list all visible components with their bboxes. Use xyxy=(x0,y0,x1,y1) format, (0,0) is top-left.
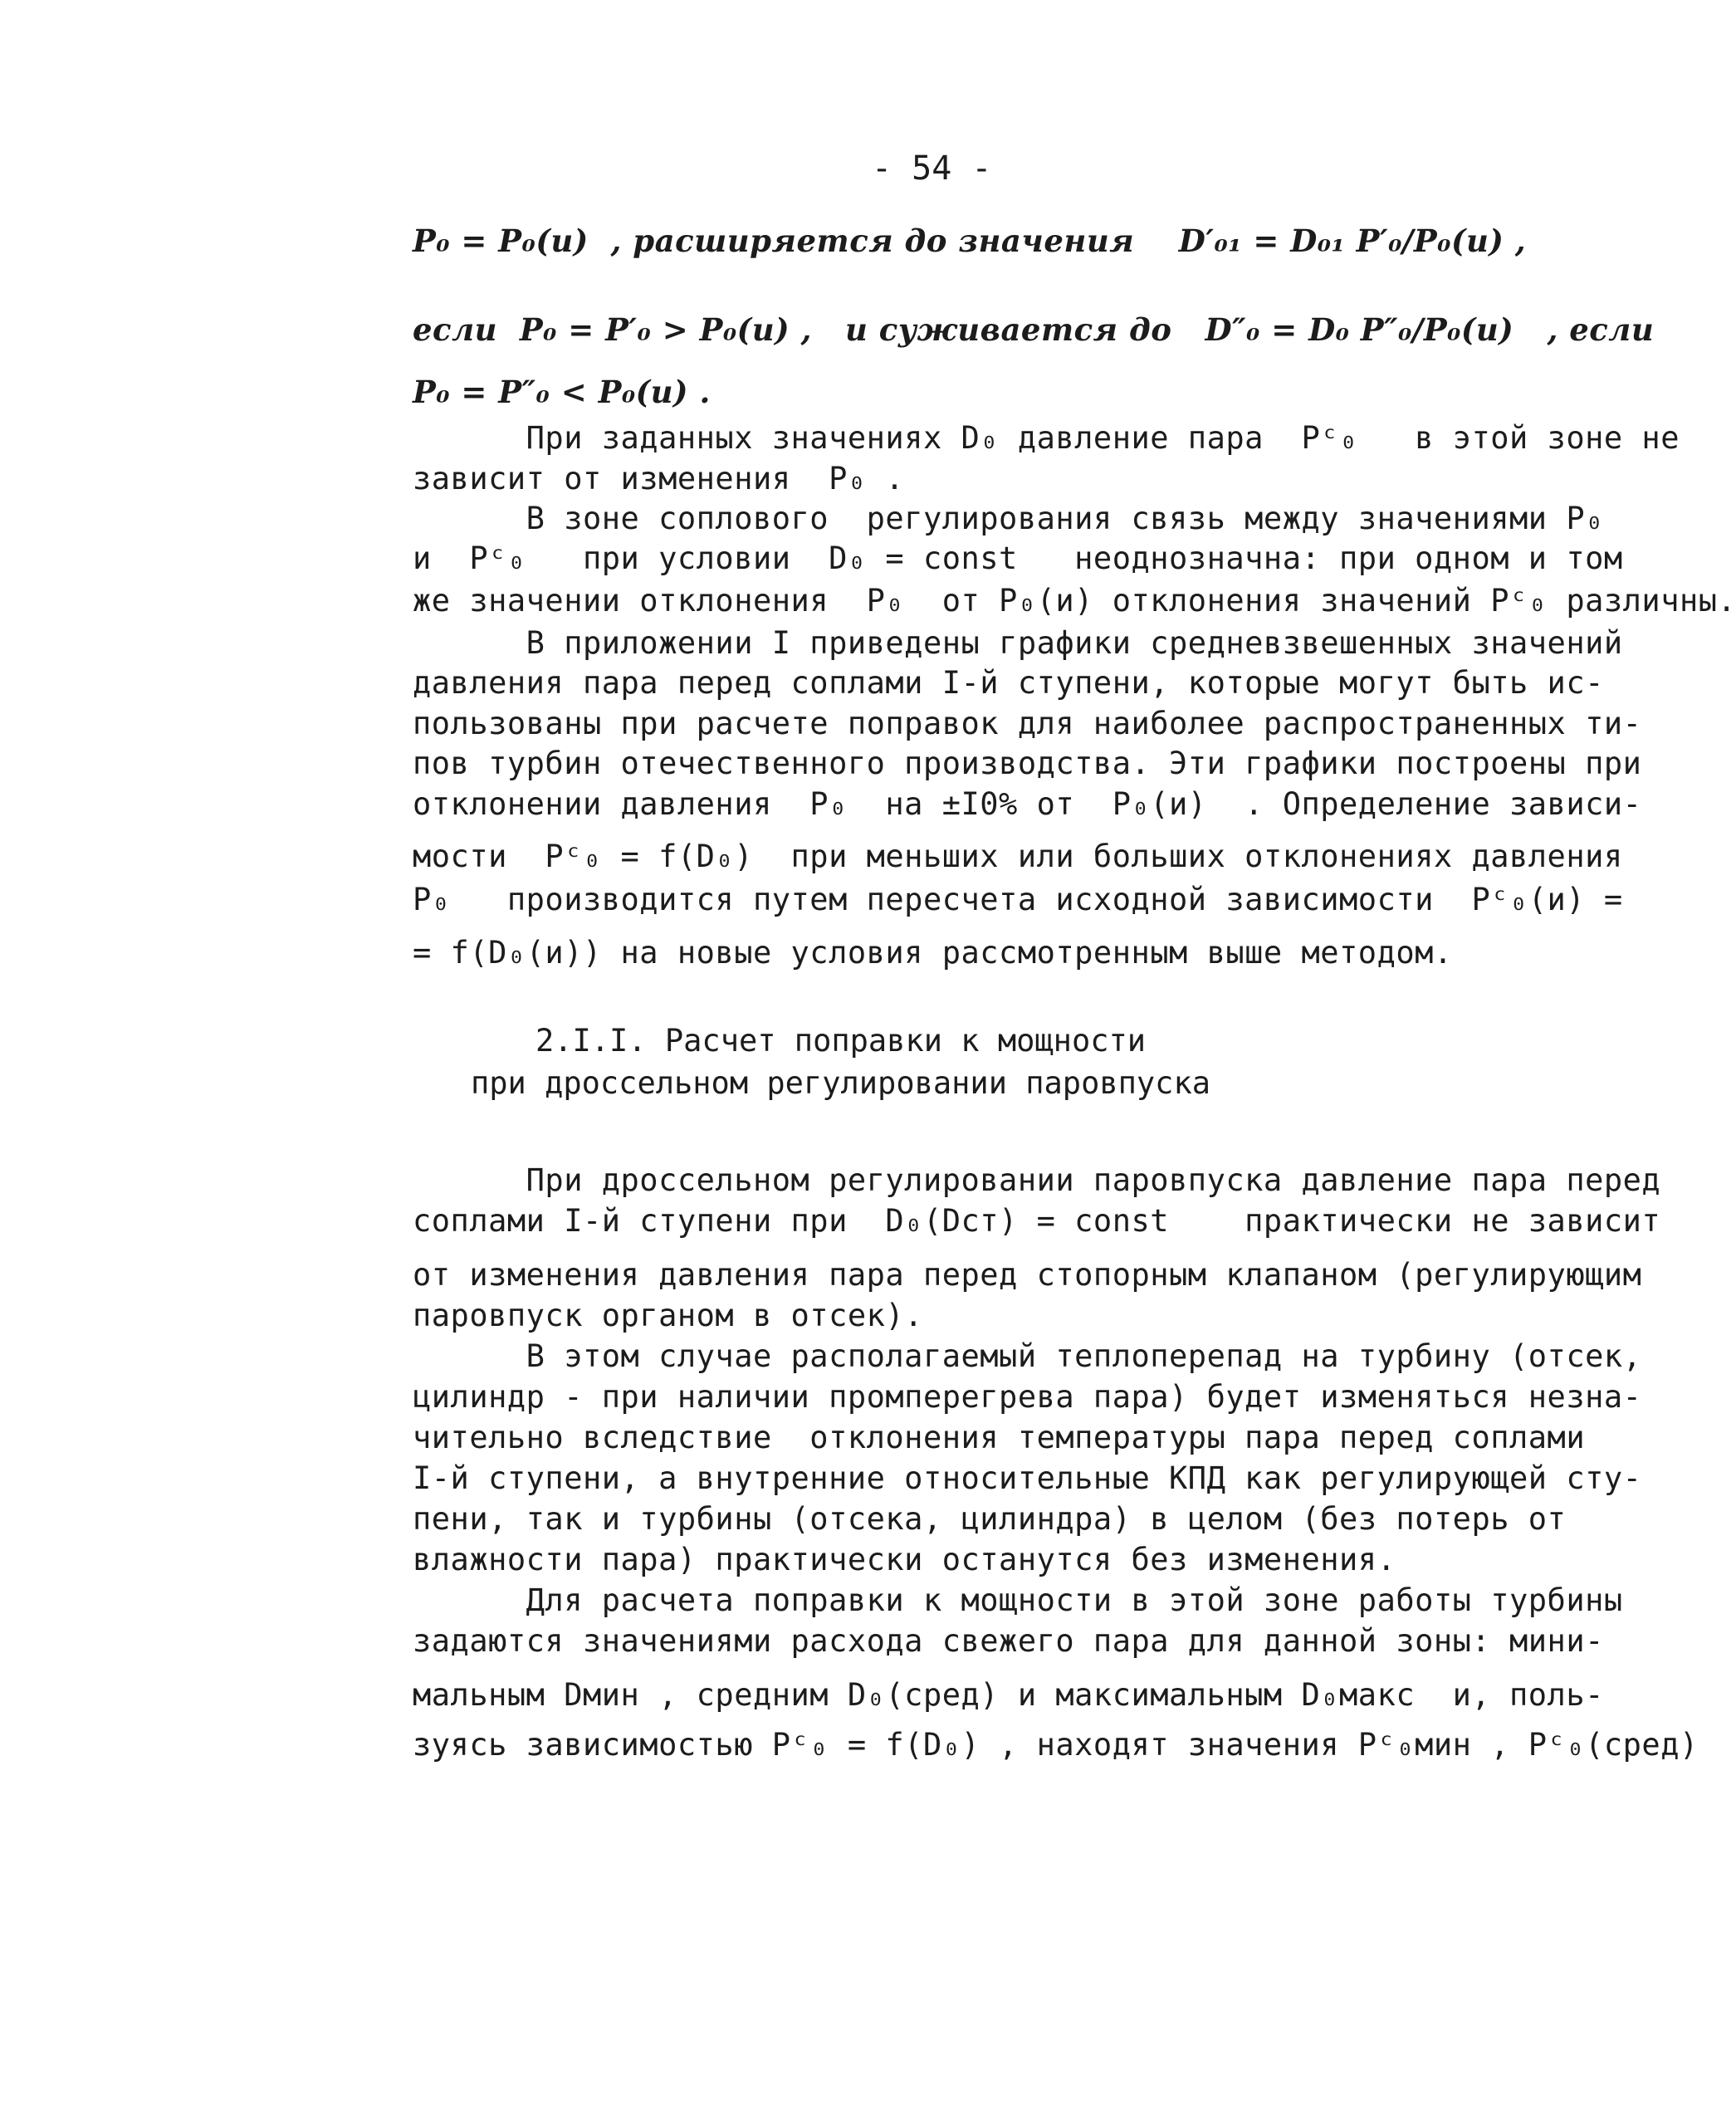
text-line: зуясь зависимостью Pᶜ₀ = f(D₀) , находят значения Pᶜ₀мин , Pᶜ₀(сред) xyxy=(413,1727,1699,1763)
section-heading-line: при дроссельном регулировании паровпуска xyxy=(470,1065,1211,1101)
text-line: отклонении давления P₀ на ±I0% от P₀(и) . Определение зависи- xyxy=(413,786,1642,822)
text-line: соплами I-й ступени при D₀(Dст) = const практически не зависит xyxy=(413,1203,1661,1239)
page-number: - 54 - xyxy=(872,149,992,188)
text-line: паровпуск органом в отсек). xyxy=(413,1298,923,1333)
text-line: P₀ = P₀(и) , расширяется до значения D′₀₁ = D₀₁ P′₀/P₀(и) , xyxy=(413,223,1527,259)
text-line: При дроссельном регулировании паровпуска давление пара перед xyxy=(413,1162,1661,1198)
text-line: = f(D₀(и)) на новые условия рассмотренным выше методом. xyxy=(413,935,1453,971)
text-line: давления пара перед соплами I-й ступени, которые могут быть ис- xyxy=(413,665,1604,701)
text-line: пов турбин отечественного производства. Эти графики построены при xyxy=(413,746,1642,781)
text-line: цилиндр - при наличии промперегрева пара) будет изменяться незна- xyxy=(413,1379,1642,1415)
text-line: чительно вследствие отклонения температуры пара перед соплами xyxy=(413,1420,1586,1455)
text-line: В этом случае располагаемый теплоперепад на турбину (отсек, xyxy=(413,1338,1642,1374)
text-line: I-й ступени, а внутренние относительные КПД как регулирующей сту- xyxy=(413,1460,1642,1496)
text-line: мальным Dмин , средним D₀(сред) и максимальным D₀макс и, поль- xyxy=(413,1677,1604,1713)
text-line: задаются значениями расхода свежего пара для данной зоны: мини- xyxy=(413,1623,1604,1659)
text-line: При заданных значениях D₀ давление пара Pᶜ₀ в этой зоне не xyxy=(413,420,1680,456)
text-line: и Pᶜ₀ при условии D₀ = const неоднозначна: при одном и том xyxy=(413,540,1623,576)
text-line: если P₀ = P′₀ > P₀(и) , и суживается до D″₀ = D₀ P″₀/P₀(и) , если xyxy=(413,311,1655,348)
text-line: влажности пара) практически останутся без изменения. xyxy=(413,1542,1396,1577)
text-line: Для расчета поправки к мощности в этой зоне работы турбины xyxy=(413,1582,1623,1618)
text-line: P₀ = P″₀ < P₀(и) . xyxy=(413,374,711,410)
text-line: от изменения давления пара перед стопорным клапаном (регулирующим xyxy=(413,1257,1642,1293)
text-line: В зоне соплового регулирования связь между значениями P₀ xyxy=(413,501,1604,536)
text-line: пени, так и турбины (отсека, цилиндра) в целом (без потерь от xyxy=(413,1501,1567,1537)
text-line: P₀ производится путем пересчета исходной зависимости Pᶜ₀(и) = xyxy=(413,882,1623,917)
text-line: зависит от изменения P₀ . xyxy=(413,461,905,496)
text-line: мости Pᶜ₀ = f(D₀) при меньших или больших отклонениях давления xyxy=(413,839,1623,874)
text-line: же значении отклонения P₀ от P₀(и) отклонения значений Pᶜ₀ различны. xyxy=(413,583,1736,619)
text-line: пользованы при расчете поправок для наиболее распространенных ти- xyxy=(413,706,1642,741)
section-heading-line: 2.I.I. Расчет поправки к мощности xyxy=(535,1023,1147,1059)
text-line: В приложении I приведены графики средневзвешенных значений xyxy=(413,625,1623,661)
